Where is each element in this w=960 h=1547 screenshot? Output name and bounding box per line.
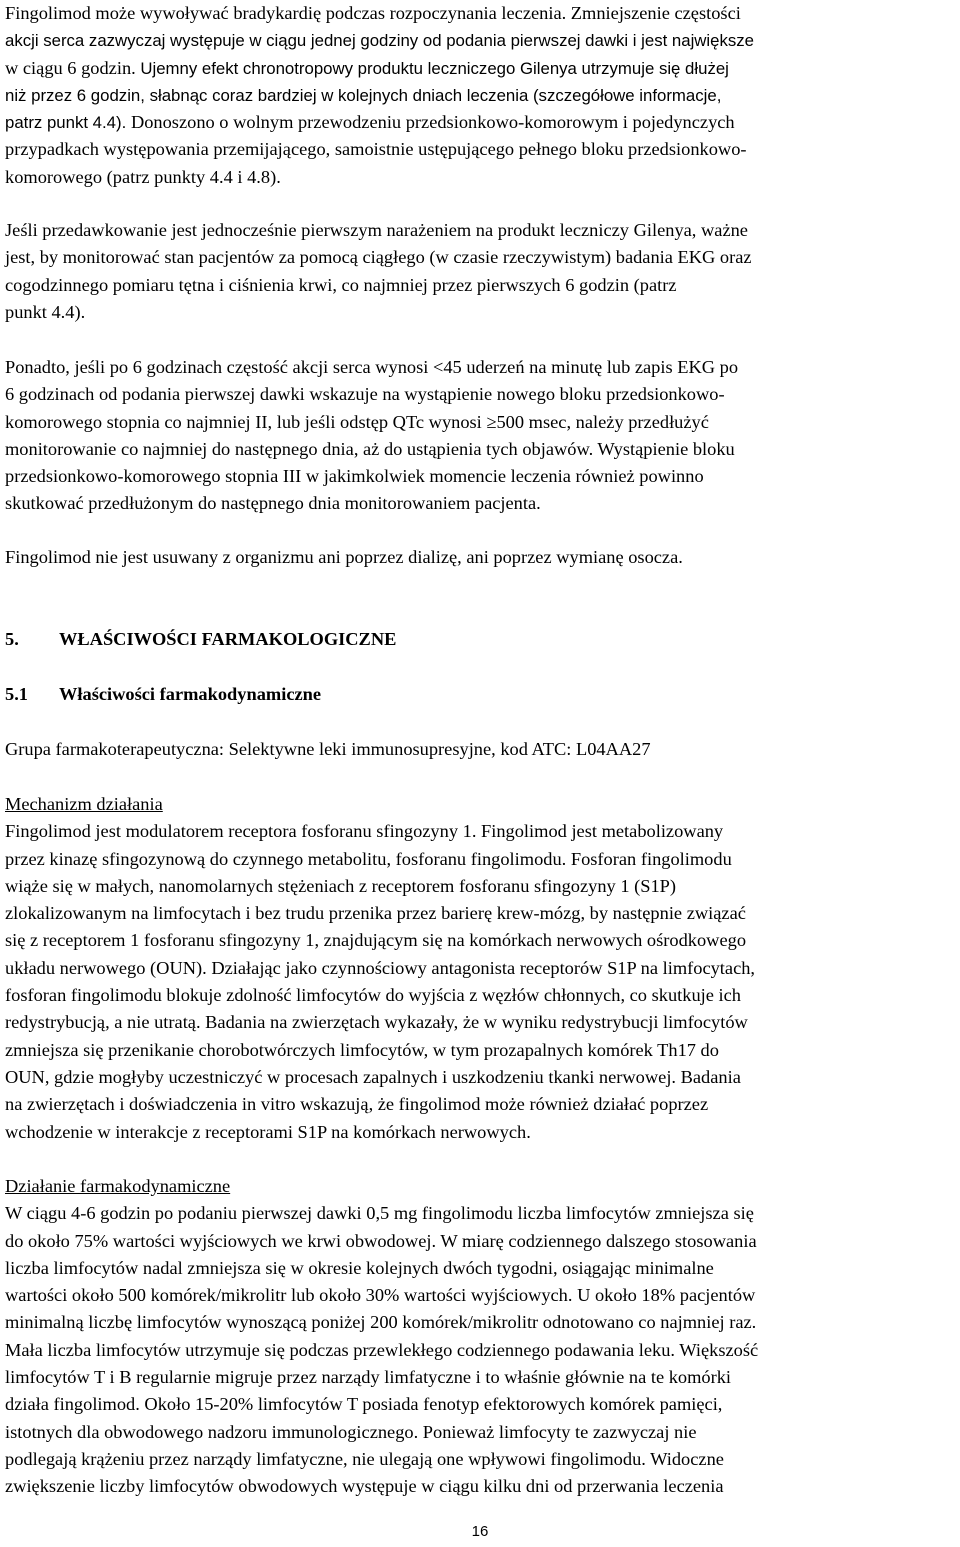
section-number: 5. <box>5 629 19 649</box>
text-line: zlokalizowanym na limfocytach i bez trudu przenika przez barierę krew-mózg, by następnie związać <box>5 903 746 924</box>
text-line: limfocytów T i B regularnie migruje przez narządy limfatyczne i to właśnie głównie na te komórki <box>5 1367 732 1388</box>
pharmacodynamic-effects-section <box>5 1173 758 1501</box>
text-line: liczba limfocytów nadal zmniejsza się w okresie kolejnych dwóch tygodni, osiągając minimalne <box>5 1257 714 1278</box>
text-line: zmniejsza się przenikanie chorobotwórczych limfocytów, w tym prozapalnych komórek Th17 do <box>5 1039 719 1060</box>
text-line: przez kinazę sfingozynową do czynnego metabolitu, fosforanu fingolimodu. Fosforan fingolimodu <box>5 848 732 869</box>
text-line: redystrybucją, a nie utratą. Badania na zwierzętach wykazały, że w wyniku redystrybucji limfocytów <box>5 1012 748 1033</box>
text-line: 6 godzinach od podania pierwszej dawki wskazuje na wystąpienie nowego bloku przedsionkowo- <box>5 384 725 405</box>
text-line: Fingolimod może wywoływać bradykardię podczas rozpoczynania leczenia. Zmniejszenie częstości <box>5 3 741 23</box>
text-line: się z receptorem 1 fosforanu sfingozyny 1, znajdującym się na komórkach nerwowych ośrodkowego <box>5 930 747 951</box>
text-line: komorowego stopnia co najmniej II, lub jeśli odstęp QTc wynosi ≥500 msec, należy przedłużyć <box>5 411 709 432</box>
text-line: monitorowanie co najmniej do następnego dnia, aż do ustąpienia tych objawów. Wystąpienie bloku <box>5 438 735 459</box>
text-line: na zwierzętach i doświadczenia in vitro wskazują, że fingolimod może również działać poprzez <box>5 1094 709 1115</box>
text-line: Ponadto, jeśli po 6 godzinach częstość akcji serca wynosi <45 uderzeń na minutę lub zapis EKG po <box>5 357 739 377</box>
text-line: Grupa farmakoterapeutyczna: Selektywne leki immunosupresyjne, kod ATC: L04AA27 <box>5 739 651 759</box>
text-line: do około 75% wartości wyjściowych we krwi obwodowej. W miarę codziennego dalszego stosowania <box>5 1230 757 1251</box>
section-title: Właściwości farmakodynamiczne <box>59 684 322 704</box>
text-line: układu nerwowego (OUN). Działając jako czynnościowy antagonista receptorów S1P na limfocytach, <box>5 957 756 978</box>
text-line: wartości około 500 komórek/mikrolitr lub około 30% wartości wyjściowych. U około 18% pacjentów <box>5 1285 756 1306</box>
text-line: w ciągu 6 godzin. Ujemny efekt chronotropowy produktu leczniczego Gilenya utrzymuje się dłużej <box>5 57 729 78</box>
text-line: akcji serca zazwyczaj występuje w ciągu jednej godziny od podania pierwszej dawki i jest największe <box>5 31 754 51</box>
text-line: wchodzenie w interakcje z receptorami S1P na komórkach nerwowych. <box>5 1121 531 1142</box>
text-line: niż przez 6 godzin, słabnąc coraz bardziej w kolejnych dniach leczenia (szczegółowe informacje, <box>5 85 722 105</box>
paragraph-pharmacotherapeutic-group <box>5 736 651 763</box>
text-line: fosforan fingolimodu blokuje zdolność limfocytów do wyjścia z węzłów chłonnych, co skutkuje ich <box>5 985 741 1006</box>
text-line: Fingolimod nie jest usuwany z organizmu ani poprzez dializę, ani poprzez wymianę osocza. <box>5 547 683 567</box>
text-line: patrz punkt 4.4). Donoszono o wolnym przewodzeniu przedsionkowo-komorowym i pojedynczych <box>5 112 735 133</box>
page-number: 16 <box>471 1523 489 1540</box>
text-line: OUN, gdzie mogłyby uczestniczyć w procesach zapalnych i uszkodzeniu tkanki nerwowej. Badania <box>5 1066 741 1087</box>
section-heading-5 <box>5 626 396 653</box>
section-heading-5-1 <box>5 681 321 708</box>
paragraph-extended-monitoring <box>5 354 738 518</box>
paragraph-bradycardia <box>5 0 754 191</box>
text-line: Fingolimod jest modulatorem receptora fosforanu sfingozyny 1. Fingolimod jest metabolizowany <box>5 821 724 842</box>
paragraph-dialysis <box>5 544 683 571</box>
text-line: Mała liczba limfocytów utrzymuje się podczas przewlekłego codziennego podawania leku. Większość <box>5 1339 759 1360</box>
text-line: Jeśli przedawkowanie jest jednocześnie pierwszym narażeniem na produkt leczniczy Gilenya, ważne <box>5 220 748 240</box>
mechanism-of-action-section <box>5 791 755 1146</box>
text-line: W ciągu 4-6 godzin po podaniu pierwszej dawki 0,5 mg fingolimodu liczba limfocytów zmniejsza się <box>5 1203 754 1224</box>
text-line: skutkować przedłużonym do następnego dnia monitorowaniem pacjenta. <box>5 493 541 514</box>
text-line: jest, by monitorować stan pacjentów za pomocą ciągłego (w czasie rzeczywistym) badania EKG oraz <box>5 247 752 268</box>
text-line: punkt 4.4). <box>5 301 86 322</box>
text-line: działa fingolimod. Około 15-20% limfocytów T posiada fenotyp efektorowych komórek pamięci, <box>5 1394 723 1415</box>
section-number: 5.1 <box>5 684 28 704</box>
paragraph-overdose-monitoring <box>5 217 752 326</box>
text-line: przedsionkowo-komorowego stopnia III w jakimkolwiek momencie leczenia również powinno <box>5 466 704 487</box>
text-line: cogodzinnego pomiaru tętna i ciśnienia krwi, co najmniej przez pierwszych 6 godzin (patrz <box>5 274 677 295</box>
section-title: WŁAŚCIWOŚCI FARMAKOLOGICZNE <box>59 629 397 649</box>
text-line: komorowego (patrz punkty 4.4 i 4.8). <box>5 166 281 187</box>
text-line: minimalną liczbę limfocytów wynoszącą poniżej 200 komórek/mikrolitr odnotowano co najmniej raz. <box>5 1312 757 1333</box>
subsection-heading: Mechanizm działania <box>5 794 163 814</box>
text-line: istotnych dla obwodowego nadzoru immunologicznego. Ponieważ limfocyty te zazwyczaj nie <box>5 1421 697 1442</box>
subsection-heading: Działanie farmakodynamiczne <box>5 1176 231 1196</box>
text-line: podlegają krążeniu przez narządy limfatyczne, nie ulegają one wpływowi fingolimodu. Widoczne <box>5 1448 724 1469</box>
text-line: zwiększenie liczby limfocytów obwodowych występuje w ciągu kilku dni od przerwania leczenia <box>5 1476 724 1497</box>
text-line: przypadkach występowania przemijającego, samoistnie ustępującego pełnego bloku przedsionkowo- <box>5 139 747 160</box>
text-line: wiąże się w małych, nanomolarnych stężeniach z receptorem fosforanu sfingozyny 1 (S1P) <box>5 875 677 896</box>
